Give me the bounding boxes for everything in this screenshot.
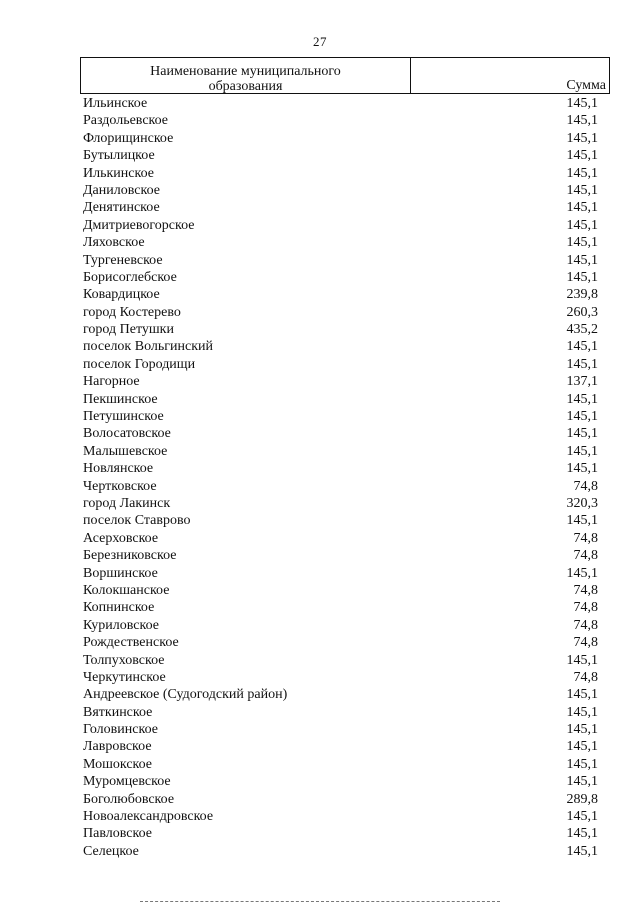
table-row bbox=[83, 443, 598, 460]
municipality-name: Лавровское bbox=[83, 739, 152, 755]
table-row bbox=[83, 547, 598, 564]
municipality-name: Ковардицкое bbox=[83, 287, 160, 303]
municipality-name: Бутылицкое bbox=[83, 148, 155, 164]
municipality-name: Нагорное bbox=[83, 374, 140, 390]
table-row bbox=[83, 617, 598, 634]
municipality-name: Муромцевское bbox=[83, 774, 171, 790]
table-row bbox=[83, 373, 598, 390]
municipality-name: Рождественское bbox=[83, 635, 179, 651]
amount-value: 145,1 bbox=[566, 252, 598, 268]
table-row bbox=[83, 530, 598, 547]
amount-value: 145,1 bbox=[566, 339, 598, 355]
table-row bbox=[83, 182, 598, 199]
amount-value: 145,1 bbox=[566, 426, 598, 442]
amount-value: 260,3 bbox=[566, 304, 598, 320]
amount-value: 145,1 bbox=[566, 704, 598, 720]
amount-value: 145,1 bbox=[566, 565, 598, 581]
table-row bbox=[83, 321, 598, 338]
amount-value: 145,1 bbox=[566, 687, 598, 703]
municipality-name: Андреевское (Судогодский район) bbox=[83, 687, 288, 703]
table-row bbox=[83, 773, 598, 790]
page-number: 27 bbox=[313, 34, 327, 49]
table-row bbox=[83, 634, 598, 651]
municipality-name: Новоалександровское bbox=[83, 809, 214, 825]
table-row bbox=[83, 338, 598, 355]
municipality-name: Ильинское bbox=[83, 96, 148, 111]
column-header-sum bbox=[411, 58, 609, 93]
table-row bbox=[83, 843, 598, 860]
table-row bbox=[83, 478, 598, 495]
municipality-name: Даниловское bbox=[83, 182, 160, 198]
municipality-name: Павловское bbox=[83, 826, 152, 842]
municipality-name: Борисоглебское bbox=[83, 269, 177, 285]
amount-value: 145,1 bbox=[566, 826, 598, 842]
table-header bbox=[80, 57, 610, 94]
amount-value: 145,1 bbox=[566, 843, 598, 859]
table-row bbox=[83, 791, 598, 808]
table-row bbox=[83, 286, 598, 303]
table-body bbox=[83, 95, 598, 860]
table-row bbox=[83, 217, 598, 234]
municipality-name: Денятинское bbox=[83, 200, 160, 216]
municipality-name: Ляховское bbox=[83, 235, 145, 251]
amount-value: 145,1 bbox=[566, 200, 598, 216]
municipality-name: Боголюбовское bbox=[83, 791, 175, 807]
municipality-name: Пекшинское bbox=[83, 391, 158, 407]
amount-value: 145,1 bbox=[566, 148, 598, 164]
column-header-name-line2: образования bbox=[208, 79, 283, 94]
table-row bbox=[83, 199, 598, 216]
table-row bbox=[83, 304, 598, 321]
table-row bbox=[83, 825, 598, 842]
municipality-name: Толпуховское bbox=[83, 652, 165, 668]
table-row bbox=[83, 165, 598, 182]
municipality-name: Малышевское bbox=[83, 443, 168, 459]
municipality-name: Вяткинское bbox=[83, 704, 153, 720]
table-row bbox=[83, 808, 598, 825]
table-row bbox=[83, 234, 598, 251]
amount-value: 145,1 bbox=[566, 739, 598, 755]
amount-value: 145,1 bbox=[566, 235, 598, 251]
amount-value: 145,1 bbox=[566, 182, 598, 198]
municipality-name: город Петушки bbox=[83, 322, 174, 338]
amount-value: 320,3 bbox=[566, 495, 598, 511]
amount-value: 145,1 bbox=[566, 391, 598, 407]
amount-value: 435,2 bbox=[566, 322, 598, 338]
table-row bbox=[83, 565, 598, 582]
amount-value: 145,1 bbox=[566, 513, 598, 529]
municipality-name: Флорищинское bbox=[83, 130, 174, 146]
table-row bbox=[83, 669, 598, 686]
table-row bbox=[83, 130, 598, 147]
amount-value: 145,1 bbox=[566, 130, 598, 146]
municipality-name: Воршинское bbox=[83, 565, 158, 581]
municipality-name: Березниковское bbox=[83, 548, 177, 564]
column-header-name bbox=[81, 58, 411, 93]
table-row bbox=[83, 582, 598, 599]
amount-value: 74,8 bbox=[573, 617, 598, 633]
municipality-name: поселок Вольгинский bbox=[83, 339, 213, 355]
table-row bbox=[83, 738, 598, 755]
table-row bbox=[83, 721, 598, 738]
table-row bbox=[83, 599, 598, 616]
table-row bbox=[83, 95, 598, 112]
footer-divider bbox=[140, 901, 500, 903]
amount-value: 74,8 bbox=[573, 669, 598, 685]
amount-value: 145,1 bbox=[566, 443, 598, 459]
amount-value: 137,1 bbox=[566, 374, 598, 390]
table-row bbox=[83, 408, 598, 425]
amount-value: 145,1 bbox=[566, 269, 598, 285]
table-row bbox=[83, 460, 598, 477]
municipality-name: поселок Ставрово bbox=[83, 513, 191, 529]
amount-value: 74,8 bbox=[573, 635, 598, 651]
amount-value: 145,1 bbox=[566, 774, 598, 790]
table-row bbox=[83, 425, 598, 442]
amount-value: 145,1 bbox=[566, 461, 598, 477]
municipality-name: Селецкое bbox=[83, 843, 139, 859]
table-row bbox=[83, 652, 598, 669]
municipality-name: поселок Городищи bbox=[83, 356, 196, 372]
amount-value: 239,8 bbox=[566, 287, 598, 303]
municipality-name: Петушинское bbox=[83, 409, 164, 425]
amount-value: 145,1 bbox=[566, 409, 598, 425]
table-row bbox=[83, 686, 598, 703]
amount-value: 145,1 bbox=[566, 809, 598, 825]
amount-value: 145,1 bbox=[566, 96, 598, 111]
municipality-name: Головинское bbox=[83, 722, 158, 738]
municipality-name: Асерховское bbox=[83, 530, 159, 546]
municipality-name: Копнинское bbox=[83, 600, 155, 616]
municipality-name: Новлянское bbox=[83, 461, 154, 477]
amount-value: 145,1 bbox=[566, 756, 598, 772]
municipality-name: город Костерево bbox=[83, 304, 181, 320]
municipality-name: Волосатовское bbox=[83, 426, 171, 442]
municipality-name: Черкутинское bbox=[83, 669, 166, 685]
table-row bbox=[83, 112, 598, 129]
amount-value: 145,1 bbox=[566, 113, 598, 129]
table-row bbox=[83, 391, 598, 408]
municipality-name: Куриловское bbox=[83, 617, 159, 633]
table-row bbox=[83, 495, 598, 512]
amount-value: 289,8 bbox=[566, 791, 598, 807]
column-header-sum-label: Сумма bbox=[566, 78, 606, 93]
amount-value: 145,1 bbox=[566, 652, 598, 668]
municipality-name: Колокшанское bbox=[83, 582, 170, 598]
table-row bbox=[83, 252, 598, 269]
table-row bbox=[83, 512, 598, 529]
table-row bbox=[83, 147, 598, 164]
amount-value: 74,8 bbox=[573, 478, 598, 494]
amount-value: 74,8 bbox=[573, 548, 598, 564]
amount-value: 74,8 bbox=[573, 600, 598, 616]
municipality-name: Илькинское bbox=[83, 165, 154, 181]
table-row bbox=[83, 269, 598, 286]
table-row bbox=[83, 704, 598, 721]
amount-value: 145,1 bbox=[566, 722, 598, 738]
amount-value: 145,1 bbox=[566, 217, 598, 233]
amount-value: 145,1 bbox=[566, 356, 598, 372]
table-row bbox=[83, 756, 598, 773]
municipality-name: город Лакинск bbox=[83, 495, 171, 511]
municipality-name: Чертковское bbox=[83, 478, 157, 494]
municipality-name: Дмитриевогорское bbox=[83, 217, 195, 233]
amount-value: 74,8 bbox=[573, 582, 598, 598]
table-row bbox=[83, 356, 598, 373]
column-header-name-line1: Наименование муниципального bbox=[150, 64, 341, 79]
amount-value: 145,1 bbox=[566, 165, 598, 181]
amount-value: 74,8 bbox=[573, 530, 598, 546]
municipality-name: Раздольевское bbox=[83, 113, 169, 129]
municipality-name: Мошокское bbox=[83, 756, 153, 772]
municipality-name: Тургеневское bbox=[83, 252, 163, 268]
